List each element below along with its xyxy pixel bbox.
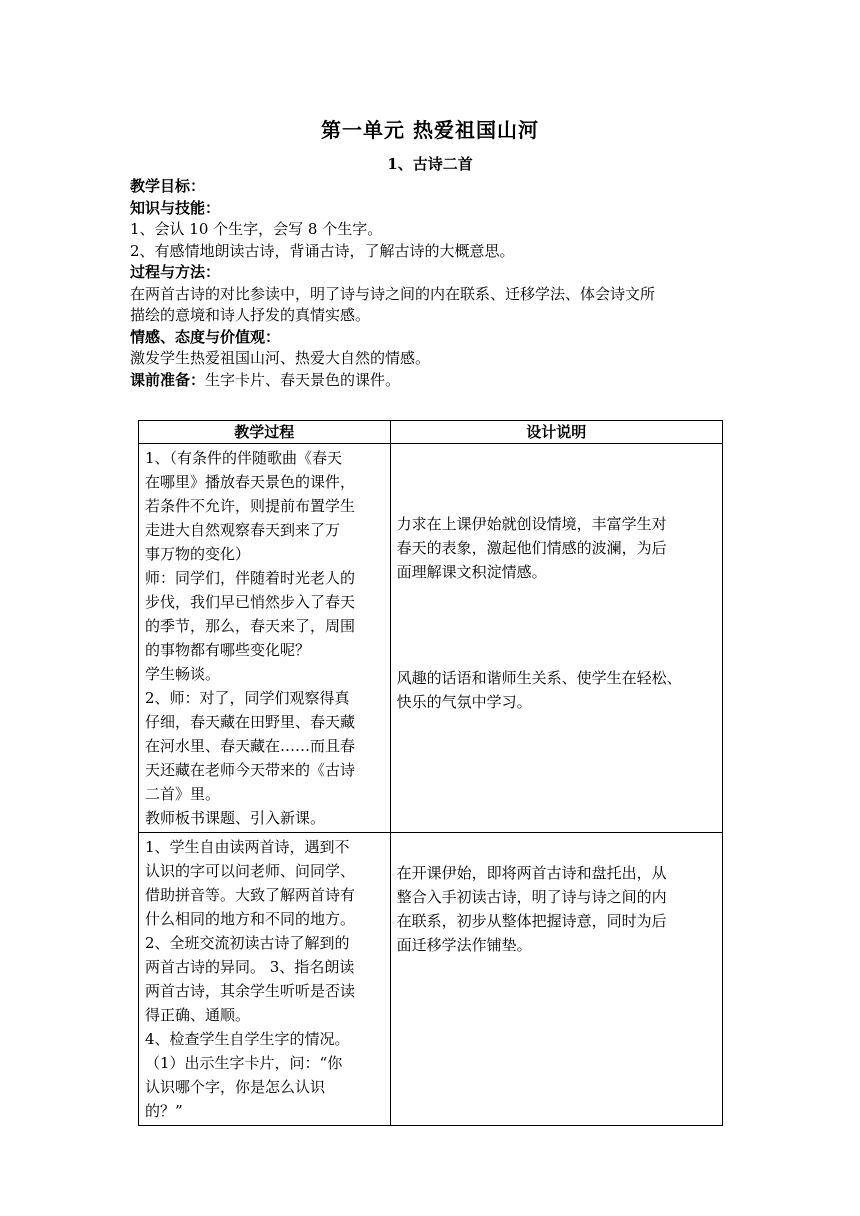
cell-line: 事万物的变化） (145, 545, 251, 563)
cell-line: 两首古诗的异同。 3、指名朗读 (145, 958, 355, 976)
cell-line: （1）出示生字卡片，问：“你 (145, 1054, 343, 1072)
goals-heading: 教学目标： (130, 177, 206, 195)
cell-line: 在哪里》播放春天景色的课件， (145, 473, 356, 491)
emotion-text: 激发学生热爱祖国山河、热爱大自然的情感。 (130, 349, 431, 367)
design-notes-cell (390, 444, 722, 833)
cell-line: 在开课伊始，即将两首古诗和盘托出，从 (396, 864, 667, 882)
header-design-notes: 设计说明 (390, 421, 722, 444)
cell-line: 教师板书课题、引入新课。 (145, 809, 326, 827)
cell-line: 2、全班交流初读古诗了解到的 (145, 934, 350, 952)
process-text-line: 在两首古诗的对比参读中，明了诗与诗之间的内在联系、迁移学法、体会诗文所 (130, 284, 656, 303)
cell-line: 走进大自然观察春天到来了万 (145, 521, 341, 539)
cell-line: 什么相同的地方和不同的地方。 (145, 910, 356, 928)
knowledge-heading: 知识与技能： (130, 198, 221, 217)
cell-line: 4、检查学生自学生字的情况。 (145, 1030, 350, 1048)
process-cell (139, 833, 391, 1126)
cell-line: 面理解课文积淀情感。 (396, 563, 547, 581)
knowledge-item: 2、有感情地朗读古诗，背诵古诗，了解古诗的大概意思。 (130, 241, 515, 260)
process-text-line: 描绘的意境和诗人抒发的真情实感。 (130, 306, 371, 324)
cell-line: 春天的表象，激起他们情感的波澜，为后 (396, 539, 667, 557)
cell-line: 风趣的话语和谐师生关系、使学生在轻松、 (396, 669, 682, 687)
table-row (139, 833, 723, 1126)
lesson-table (138, 420, 723, 1126)
cell-line: 二首》里。 (145, 785, 221, 803)
cell-line: 借助拼音等。大致了解两首诗有 (145, 886, 356, 904)
cell-line: 的？” (145, 1102, 183, 1120)
cell-line: 1、学生自由读两首诗，遇到不 (145, 838, 350, 856)
cell-line: 快乐的气氛中学习。 (396, 693, 532, 711)
prep-text: 生字卡片、春天景色的课件。 (205, 370, 401, 389)
process-cell (139, 444, 391, 833)
cell-line: 学生畅谈。 (145, 665, 221, 683)
table-row (139, 444, 723, 833)
cell-line: 的事物都有哪些变化呢？ (145, 641, 311, 659)
cell-line: 若条件不允许，则提前布置学生 (145, 497, 356, 515)
cell-line: 认识的字可以问老师、问同学、 (145, 862, 356, 880)
teaching-goals (130, 176, 740, 391)
cell-line: 的季节，那么，春天来了，周围 (145, 617, 356, 635)
cell-line: 两首古诗，其余学生听听是否读 (145, 982, 356, 1000)
header-teaching-process: 教学过程 (139, 421, 391, 444)
cell-line: 认识哪个字，你是怎么认识 (145, 1078, 326, 1096)
unit-title: 第一单元 热爱祖国山河 (321, 118, 539, 142)
cell-line: 2、师：对了，同学们观察得真 (145, 689, 350, 707)
design-notes-cell (390, 833, 722, 1126)
process-heading: 过程与方法： (130, 263, 221, 281)
cell-line: 在河水里、春天藏在……而且春 (145, 737, 356, 755)
cell-line: 步伐，我们早已悄然步入了春天 (145, 593, 356, 611)
prep-line (130, 370, 740, 392)
cell-line: 得正确、通顺。 (145, 1006, 251, 1024)
prep-label: 课前准备： (130, 370, 206, 389)
table-header-row (139, 421, 723, 444)
cell-line: 天还藏在老师今天带来的《古诗 (145, 761, 356, 779)
cell-line: 师：同学们，伴随着时光老人的 (145, 569, 356, 587)
knowledge-item: 1、会认 10 个生字，会写 8 个生字。 (130, 220, 383, 238)
emotion-heading: 情感、态度与价值观： (130, 327, 281, 346)
cell-line: 1、（有条件的伴随歌曲《春天 (145, 449, 343, 467)
cell-line: 整合入手初读古诗，明了诗与诗之间的内 (396, 888, 667, 906)
cell-line: 仔细，春天藏在田野里、春天藏 (145, 713, 356, 731)
cell-line: 在联系，初步从整体把握诗意，同时为后 (396, 912, 667, 930)
cell-line: 面迁移学法作铺垫。 (396, 936, 532, 954)
cell-line: 力求在上课伊始就创设情境，丰富学生对 (396, 515, 667, 533)
lesson-title: 1、古诗二首 (387, 155, 473, 173)
